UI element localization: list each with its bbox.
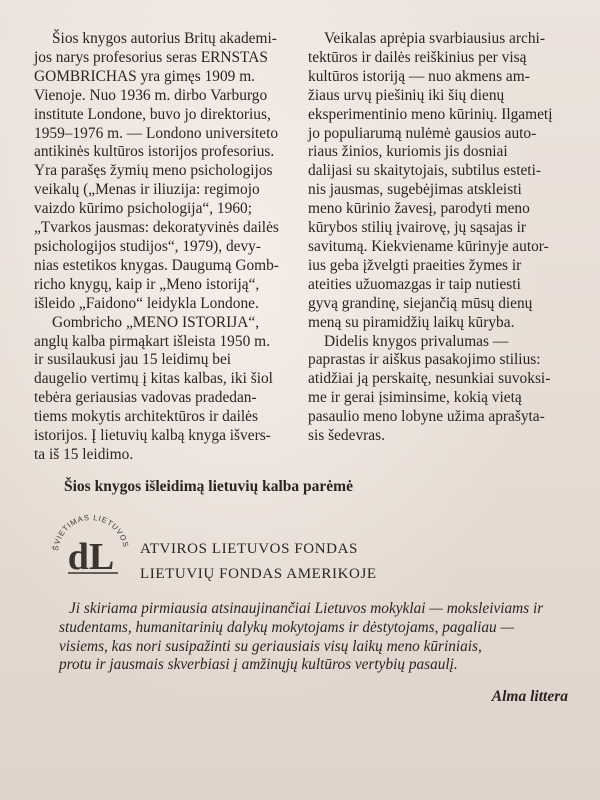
dedication-paragraph [59,600,579,675]
text-line: veikalų („Menas ir iliuzija: regimojo [34,181,260,199]
text-line: Veikalas aprėpia svarbiausius archi- [324,30,545,47]
logo-monogram: dL [67,536,115,578]
text-line: anglų kalba pirmąkart išleista 1950 m. [34,332,270,350]
text-line: me ir gerai įsiminsime, kokią vietą [308,389,522,407]
text-line: meno kūrinio žavesį, parodyti meno [308,200,530,218]
text-line: antikinės kultūros istorijos profesorius. [34,143,275,161]
text-line: Ji skiriama pirmiausia atsinaujinančiai Lietuvos mokyklai — moksleiviams ir [69,600,544,617]
text-line: psichologijos studijos“, 1979), devy- [34,237,261,255]
text-line: tebėra geriausias vadovas pradedan- [34,389,257,407]
foundation-logo [46,503,136,593]
text-line: kūrybos stilių įvairovę, jų sąsajas ir [308,219,527,237]
text-line: išleido „Faidono“ leidykla Londone. [34,294,259,312]
logo-ring-text: ŠVIETIMAS LIETUVOS [51,512,131,552]
book-summary-column [308,30,570,446]
org-name: ATVIROS LIETUVOS FONDAS [140,541,358,557]
text-line: studentams, humanitarinių dalykų mokytojams ir dėstytojams, pagaliau — [59,618,515,636]
text-line: nis jausmas, sugebėjimas atskleisti [308,181,522,199]
sponsor-heading: Šios knygos išleidimą lietuvių kalba parėmė [64,478,353,495]
seal-icon [46,503,136,593]
text-line: eksperimentinio meno kūrinių. Ilgametį [308,105,553,123]
text-line: riaus žinios, kuriomis jis dosniai [308,143,508,161]
text-line: Vienoje. Nuo 1936 m. dirbo Varburgo [34,86,268,104]
text-line: visiems, kas nori susipažinti su geriausiais visų laikų meno kūriniais, [59,637,482,655]
publisher-name: Alma littera [491,688,568,705]
text-line: nias estetikos knygas. Daugumą Gomb- [34,256,279,274]
text-line: Didelis knygos privalumas — [324,332,509,350]
text-line: meną su piramidžių laikų kūryba. [308,313,515,331]
text-line: Yra parašęs žymių meno psichologijos [34,162,273,180]
text-line: ir susilaukusi jau 15 leidimų bei [34,351,232,369]
text-line: kultūros istoriją — nuo akmens am- [308,67,530,85]
text-line: Gombricho „MENO ISTORIJA“, [52,313,260,331]
text-line: Šios knygos autorius Britų akademi- [52,30,277,47]
org-name: LIETUVIŲ FONDAS AMERIKOJE [140,566,377,582]
text-line: 1959–1976 m. — Londono universiteto [34,124,279,142]
text-line: ta iš 15 leidimo. [34,445,134,463]
text-line: savitumą. Kiekviename kūrinyje autor- [308,237,549,255]
text-line: ateities užuomazgas ir taip nutiesti [308,275,521,293]
text-line: atidžiai ją perskaitę, nesunkiai suvoksi- [308,370,551,388]
text-line: žiaus urvų piešinių iki šių dienų [308,86,505,104]
text-line: jos narys profesorius seras ERNSTAS [34,48,268,66]
text-line: dalijasi su skaitytojais, subtilus esteti- [308,162,541,180]
text-line: protu ir jausmais skverbiasi į amžinųjų kultūros vertybių pasaulį. [59,656,458,674]
text-line: richo knygų, kaip ir „Meno istoriją“, [34,275,260,293]
text-line: „Tvarkos jausmas: dekoratyvinės dailės [34,219,279,237]
text-line: daugelio vertimų į kitas kalbas, iki šiol [34,370,273,388]
text-line: jo populiarumą nulėmė gausios auto- [308,124,537,142]
author-bio-column [34,30,296,465]
text-line: ius geba įžvelgti praeities žymes ir [308,256,522,274]
text-line: vaizdo kūrimo psichologija“, 1960; [34,200,252,218]
text-line: institute Londone, buvo jo direktorius, [34,105,271,123]
text-line: istorijos. Į lietuvių kalbą knyga išvers- [34,427,271,445]
text-line: tiems mokytis architektūros ir dailės [34,408,258,426]
text-line: pasaulio meno lobyne užima aprašyta- [308,408,545,426]
text-line: gyvą grandinę, siejančią mūsų dienų [308,294,533,312]
text-line: paprastas ir aiškus pasakojimo stilius: [308,351,541,369]
text-line: tektūros ir dailės reiškinius per visą [308,48,527,66]
text-line: GOMBRICHAS yra gimęs 1909 m. [34,67,256,85]
text-line: sis šedevras. [308,427,385,445]
